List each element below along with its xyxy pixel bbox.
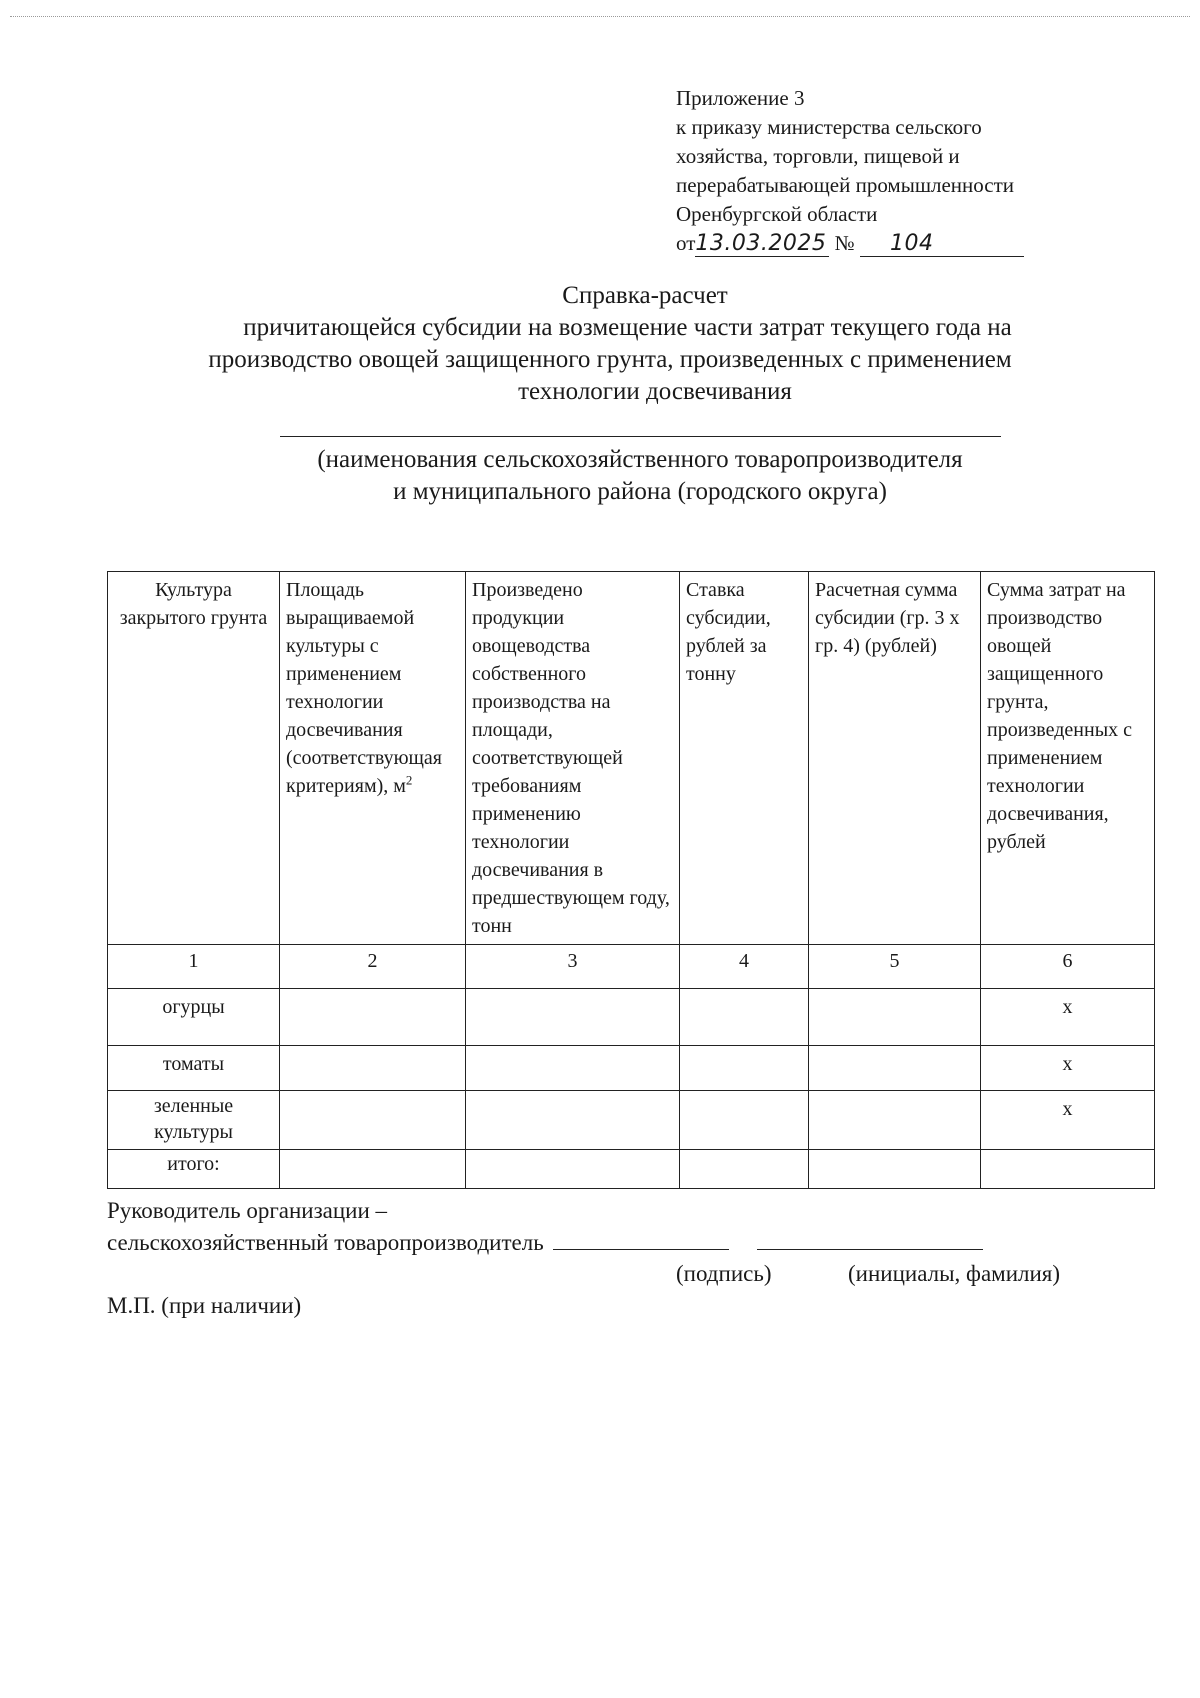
names-caption: [0, 444, 1200, 508]
header-rate: Ставка субсидии, рублей за тонну: [680, 572, 809, 945]
row-cell[interactable]: [680, 1046, 809, 1091]
column-number: 6: [981, 945, 1155, 989]
title-line-2: причитающейся субсидии на возмещение части затрат текущего года на: [243, 314, 1012, 341]
appendix-block: [676, 84, 1024, 258]
order-date-line: [676, 229, 1024, 258]
row-culture: зеленные культуры: [108, 1091, 280, 1150]
appendix-line-1: Приложение 3: [676, 86, 805, 110]
row-cell[interactable]: [466, 989, 680, 1046]
row-cell[interactable]: [680, 989, 809, 1046]
table-row: [108, 1091, 1155, 1150]
row-cell[interactable]: [809, 1150, 981, 1189]
title-line-3: производство овощей защищенного грунта, произведенных с применением: [208, 346, 1012, 373]
number-prefix: №: [834, 231, 855, 255]
subsidy-table: [107, 571, 1155, 1189]
appendix-line-4: перерабатывающей промышленности: [676, 173, 1015, 197]
header-area: [280, 572, 466, 945]
names-caption-line-1: (наименования сельскохозяйственного товаропроизводителя: [317, 446, 963, 473]
appendix-line-3: хозяйства, торговли, пищевой и: [676, 144, 960, 168]
signature-role: сельскохозяйственный товаропроизводитель: [107, 1230, 544, 1255]
names-caption-line-2: и муниципального района (городского округа): [393, 478, 887, 505]
title-line-4: технологии досвечивания: [518, 378, 792, 405]
name-blank[interactable]: [757, 1229, 983, 1250]
header-area-exponent: 2: [405, 772, 413, 788]
scan-top-edge: [10, 16, 1190, 17]
title-line-1: Справка-расчет: [562, 282, 728, 309]
header-row: [108, 572, 1155, 945]
header-area-text: Площадь выращиваемой культуры с применением технологии досвечивания (соответствующая критериям), м: [286, 579, 442, 797]
row-mark: x: [981, 1046, 1155, 1091]
header-culture: Культура закрытого грунта: [108, 572, 280, 945]
row-culture: огурцы: [108, 989, 280, 1046]
row-cell[interactable]: [466, 1046, 680, 1091]
header-costs: Сумма затрат на производство овощей защищенного грунта, произведенных с применением технологии досвечивания, рублей: [981, 572, 1155, 945]
row-cell[interactable]: [809, 1091, 981, 1150]
row-cell[interactable]: [280, 1091, 466, 1150]
row-cell[interactable]: [280, 1150, 466, 1189]
row-cell[interactable]: [680, 1150, 809, 1189]
column-number: 3: [466, 945, 680, 989]
signature-line-1: Руководитель организации –: [107, 1198, 388, 1223]
signature-caption: (подпись): [676, 1261, 772, 1286]
appendix-line-5: Оренбургской области: [676, 202, 878, 226]
row-culture: итого:: [108, 1150, 280, 1189]
header-calculated-sum: Расчетная сумма субсидии (гр. 3 x гр. 4) (рублей): [809, 572, 981, 945]
row-cell[interactable]: [680, 1091, 809, 1150]
column-number: 4: [680, 945, 809, 989]
date-prefix: от: [676, 231, 696, 255]
order-number: 104: [860, 232, 1024, 257]
name-caption: (инициалы, фамилия): [848, 1261, 1061, 1286]
column-number: 2: [280, 945, 466, 989]
signature-line-2: [107, 1227, 983, 1259]
table-row: [108, 1046, 1155, 1091]
table-row: [108, 989, 1155, 1046]
column-number: 5: [809, 945, 981, 989]
order-date: 13.03.2025: [695, 232, 829, 257]
row-cell[interactable]: [466, 1150, 680, 1189]
signature-blank[interactable]: [553, 1229, 729, 1250]
total-row: [108, 1150, 1155, 1189]
row-mark: [981, 1150, 1155, 1189]
row-mark: x: [981, 1091, 1155, 1150]
row-cell[interactable]: [809, 989, 981, 1046]
stamp-note: М.П. (при наличии): [107, 1293, 302, 1318]
row-mark: x: [981, 989, 1155, 1046]
row-cell[interactable]: [809, 1046, 981, 1091]
appendix-line-2: к приказу министерства сельского: [676, 115, 982, 139]
producer-name-blank[interactable]: [280, 436, 1001, 437]
row-cell[interactable]: [280, 989, 466, 1046]
row-cell[interactable]: [466, 1091, 680, 1150]
column-number: 1: [108, 945, 280, 989]
row-cell[interactable]: [280, 1046, 466, 1091]
row-culture: томаты: [108, 1046, 280, 1091]
signature-block: [107, 1195, 983, 1259]
document-title: [0, 280, 1200, 408]
column-number-row: [108, 945, 1155, 989]
header-produced: Произведено продукции овощеводства собственного производства на площади, соответствующей требованиям применению технологии досвечивания в предшествующем году, тонн: [466, 572, 680, 945]
